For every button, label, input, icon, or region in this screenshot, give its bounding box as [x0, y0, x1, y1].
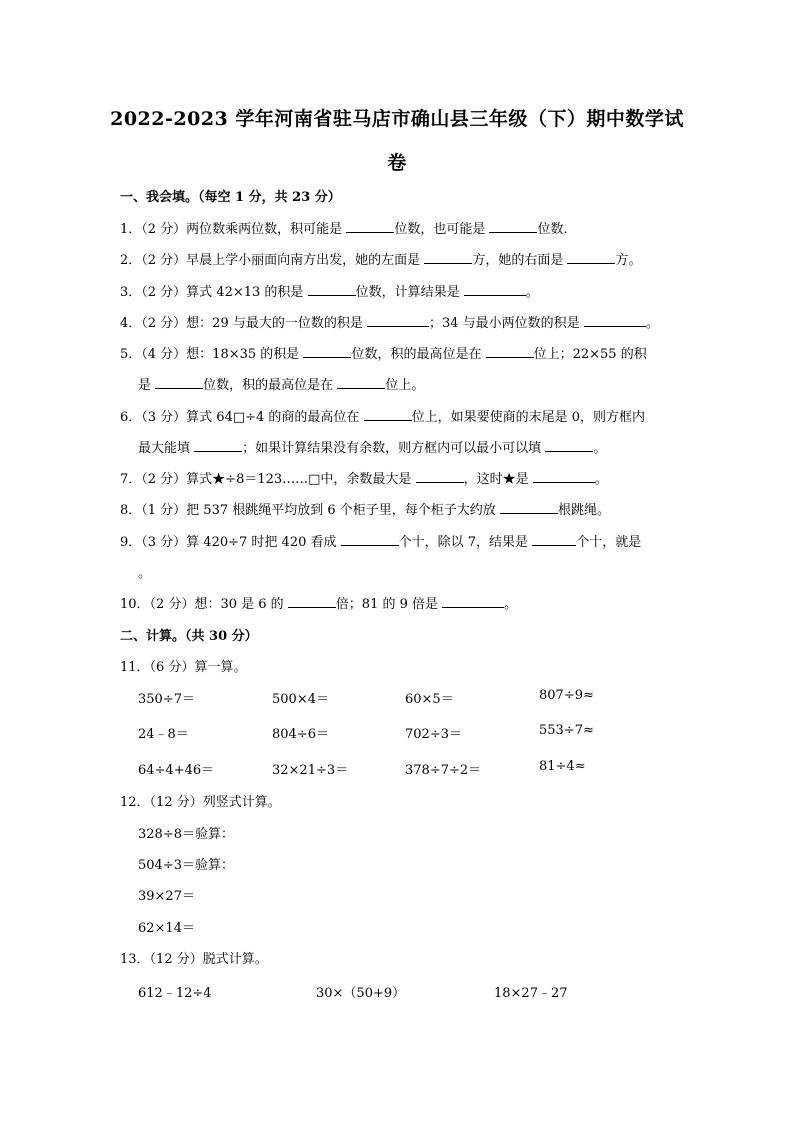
calc-item: 64÷4+46＝: [138, 763, 215, 778]
answer-blank[interactable]: [337, 377, 385, 389]
page-title-continued: 卷: [387, 152, 407, 174]
stepwise-calc-item: 612﹣12÷4: [138, 986, 212, 1001]
question-5: 5．（4 分）想：18×35 的积是 位数，积的最高位是在 位上；22×55 的积: [120, 347, 647, 362]
question-1: 1．（2 分）两位数乘两位数，积可能是 位数，也可能是 位数．: [120, 222, 577, 237]
answer-blank[interactable]: [288, 596, 336, 608]
answer-blank[interactable]: [303, 346, 351, 358]
answer-blank[interactable]: [584, 315, 646, 327]
answer-blank[interactable]: [308, 284, 356, 296]
calc-item: 32×21÷3＝: [272, 763, 349, 778]
answer-blank[interactable]: [346, 221, 394, 233]
calc-item: 81÷4≈: [539, 759, 586, 774]
question-9: 9．（3 分）算 420÷7 时把 420 看成 个十，除以 7，结果是 个十，就是: [120, 535, 642, 550]
answer-blank[interactable]: [567, 252, 615, 264]
calc-item: 702÷3＝: [405, 727, 462, 742]
calc-item: 807÷9≈: [539, 688, 594, 703]
answer-blank[interactable]: [500, 502, 558, 514]
calc-item: 24﹣8＝: [138, 727, 189, 742]
stepwise-calc-item: 18×27﹣27: [494, 986, 568, 1001]
answer-blank[interactable]: [155, 377, 203, 389]
question-8: 8．（1 分）把 537 根跳绳平均放到 6 个柜子里，每个柜子大约放 根跳绳。: [120, 503, 610, 518]
vertical-calc-item: 39×27＝: [138, 889, 195, 904]
answer-blank[interactable]: [424, 252, 472, 264]
calc-item: 378÷7÷2＝: [405, 763, 482, 778]
vertical-calc-item: 504÷3＝验算：: [138, 858, 234, 873]
answer-blank[interactable]: [367, 315, 429, 327]
calc-item: 350÷7＝: [138, 692, 195, 707]
question-2: 2．（2 分）早晨上学小丽面向南方出发，她的左面是 方，她的右面是 方。: [120, 253, 642, 268]
question-6: 6．（3 分）算式 64□÷4 的商的最高位在 位上，如果要使商的末尾是 0，则方框内: [120, 410, 645, 425]
question-9-line-2: 。: [138, 566, 152, 581]
answer-blank[interactable]: [194, 440, 242, 452]
answer-blank[interactable]: [341, 534, 399, 546]
vertical-calc-item: 62×14＝: [138, 921, 195, 936]
stepwise-calc-item: 30×（50+9）: [316, 986, 406, 1001]
question-13-label: 13．（12 分）脱式计算。: [120, 952, 268, 967]
question-10: 10．（2 分）想：30 是 6 的 倍；81 的 9 倍是 。: [120, 597, 518, 612]
question-5-line-2: 是 位数，积的最高位是在 位上。: [138, 378, 425, 393]
page-title: 2022-2023 学年河南省驻马店市确山县三年级（下）期中数学试: [110, 108, 684, 130]
answer-blank[interactable]: [532, 534, 576, 546]
question-11-label: 11．（6 分）算一算。: [120, 660, 247, 675]
question-3: 3．（2 分）算式 42×13 的积是 位数，计算结果是 。: [120, 285, 539, 300]
answer-blank[interactable]: [442, 596, 504, 608]
answer-blank[interactable]: [464, 284, 526, 296]
question-6-line-2: 最大能填 ；如果计算结果没有余数，则方框内可以最小可以填 。: [138, 441, 607, 456]
question-7: 7．（2 分）算式★÷8＝123……□中，余数最大是 ，这时★是 。: [120, 472, 608, 487]
question-12-label: 12．（12 分）列竖式计算。: [120, 795, 281, 810]
vertical-calc-item: 328÷8＝验算：: [138, 827, 234, 842]
calc-item: 553÷7≈: [539, 723, 594, 738]
question-4: 4．（2 分）想：29 与最大的一位数的积是 ；34 与最小两位数的积是 。: [120, 316, 659, 331]
answer-blank[interactable]: [364, 409, 412, 421]
section-1-heading: 一、我会填。（每空 1 分，共 23 分）: [120, 190, 341, 205]
answer-blank[interactable]: [486, 346, 534, 358]
calc-item: 804÷6＝: [272, 727, 329, 742]
answer-blank[interactable]: [416, 471, 464, 483]
calc-item: 60×5＝: [405, 692, 454, 707]
section-2-heading: 二、计算。（共 30 分）: [120, 629, 258, 644]
answer-blank[interactable]: [489, 221, 537, 233]
answer-blank[interactable]: [533, 471, 595, 483]
calc-item: 500×4＝: [272, 692, 329, 707]
answer-blank[interactable]: [545, 440, 593, 452]
